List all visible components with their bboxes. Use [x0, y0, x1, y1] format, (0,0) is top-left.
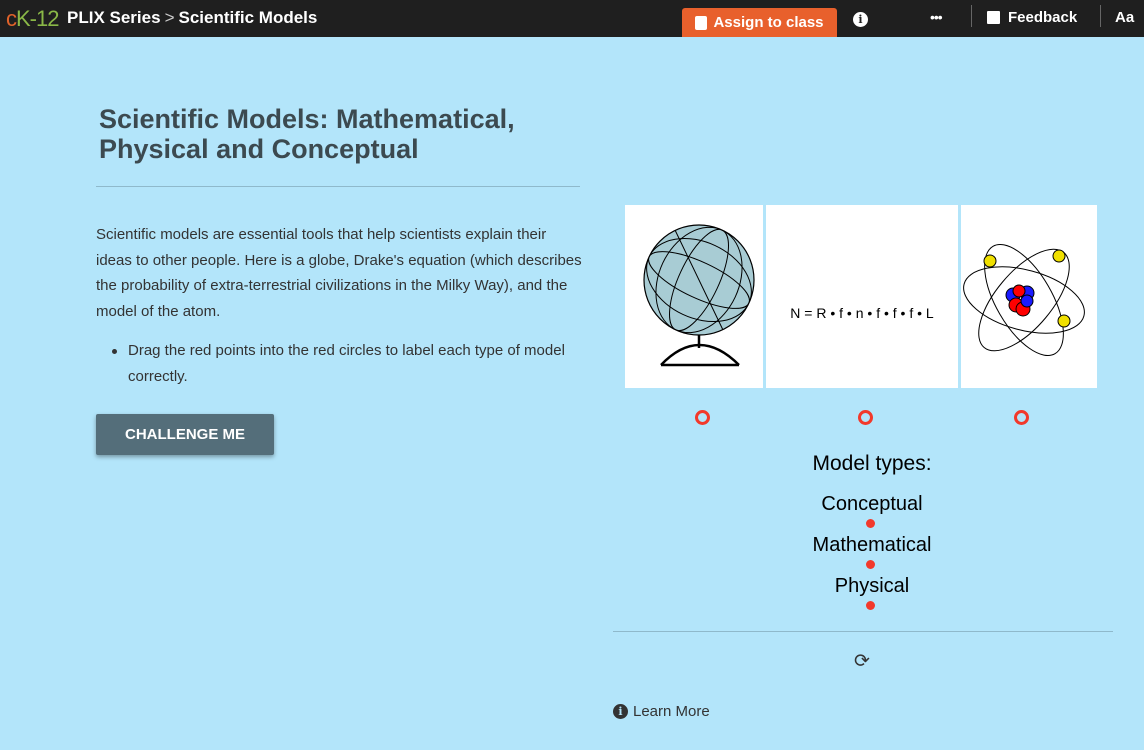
atom-card	[961, 205, 1097, 388]
atom-icon	[961, 205, 1097, 388]
drag-point-conceptual[interactable]	[866, 519, 875, 528]
drag-point-physical[interactable]	[866, 601, 875, 610]
description: Scientific models are essential tools that help scientists explain their ideas to other people. Here is a globe, Drake's equation (which describes the probability of extra-terrestrial civilizations in the Milky Way), and the model of the atom.	[96, 226, 582, 320]
divider	[613, 631, 1113, 632]
refresh-icon[interactable]: ⟳	[854, 651, 870, 672]
globe-card	[625, 205, 763, 388]
drop-target-globe[interactable]	[695, 410, 710, 425]
drop-target-equation[interactable]	[858, 410, 873, 425]
assign-to-class-button[interactable]	[682, 8, 837, 37]
breadcrumb-series[interactable]: PLIX Series	[67, 8, 161, 27]
drake-equation: N = R • f • n • f • f • f • L	[790, 305, 934, 321]
logo-k: K-12	[16, 6, 59, 31]
info-icon: i	[613, 704, 628, 719]
feedback-button[interactable]	[987, 9, 1077, 26]
font-size-button[interactable]: Aa	[1115, 9, 1135, 26]
info-icon[interactable]: i	[853, 12, 868, 27]
challenge-me-button[interactable]: CHALLENGE ME	[96, 414, 274, 455]
breadcrumb-separator: >	[164, 8, 175, 27]
learn-more-label: Learn More	[633, 703, 710, 720]
globe-icon	[625, 205, 763, 388]
assign-label: Assign to class	[713, 14, 824, 31]
more-icon[interactable]: •••	[930, 9, 942, 25]
ck12-logo[interactable]	[6, 6, 58, 32]
top-bar	[0, 0, 1144, 37]
learn-more-link[interactable]	[613, 703, 710, 720]
label-mathematical: Mathematical	[812, 534, 932, 556]
breadcrumb-page: Scientific Models	[178, 8, 318, 27]
clipboard-icon	[695, 16, 707, 30]
label-conceptual: Conceptual	[821, 493, 923, 515]
drag-point-mathematical[interactable]	[866, 560, 875, 569]
breadcrumb	[67, 8, 317, 28]
feedback-icon	[987, 11, 1000, 24]
feedback-label: Feedback	[1008, 9, 1078, 26]
instruction: Drag the red points into the red circles to label each type of model correctly.	[128, 338, 568, 389]
label-physical: Physical	[834, 575, 910, 597]
model-types-heading: Model types:	[812, 452, 932, 475]
divider	[971, 5, 972, 27]
divider	[96, 186, 580, 187]
equation-card	[766, 205, 958, 388]
page-title: Scientific Models: Mathematical, Physical and Conceptual	[99, 104, 515, 164]
drop-target-atom[interactable]	[1014, 410, 1029, 425]
logo-c: c	[6, 6, 16, 31]
divider	[1100, 5, 1101, 27]
